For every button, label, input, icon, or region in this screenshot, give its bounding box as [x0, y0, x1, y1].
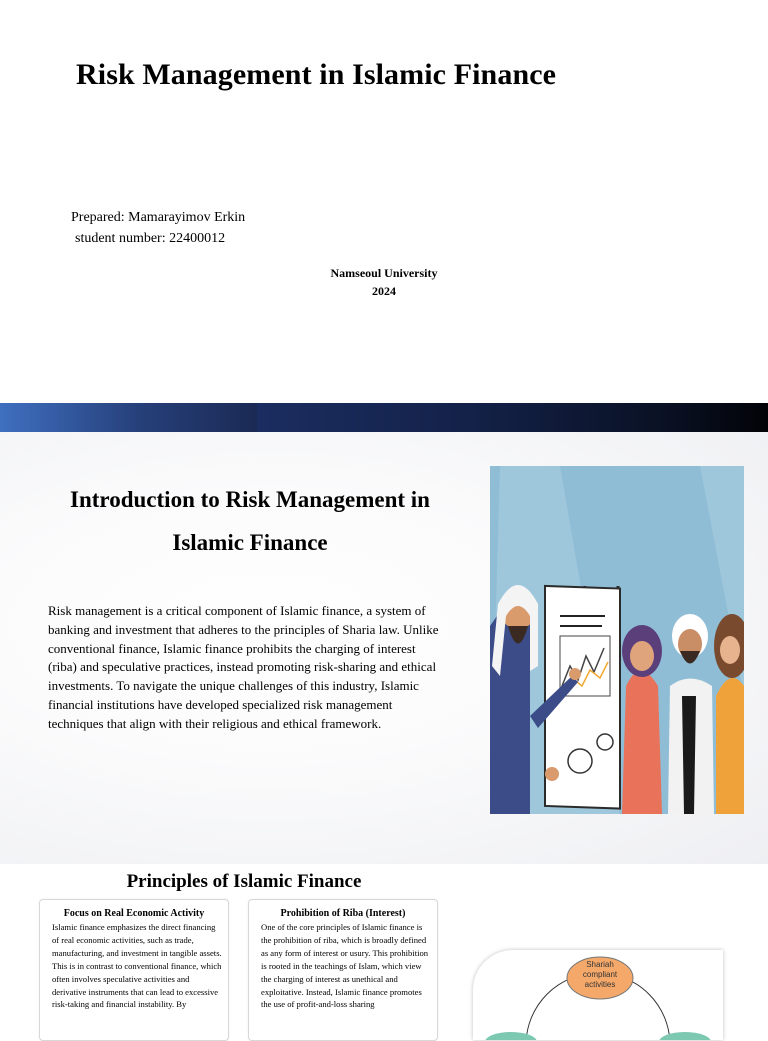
prepared-by: Prepared: Mamarayimov Erkin — [71, 210, 246, 225]
intro-title: Introduction to Risk Management in Islamic Finance — [70, 487, 430, 555]
card-heading: Prohibition of Riba (Interest) — [280, 908, 406, 919]
cycle-diagram — [473, 950, 723, 1040]
institution-block — [0, 264, 768, 300]
presentation-illustration — [490, 466, 744, 814]
principles-title: Principles of Islamic Finance — [126, 871, 362, 892]
author-block — [71, 207, 245, 249]
principles-slide — [0, 864, 768, 1024]
principle-card — [39, 899, 229, 1041]
card-text: One of the core principles of Islamic finance is the prohibition of riba, which is broadly defined as any form of interest or usury. This prohibition is rooted in the teachings of Islam, which view the charging of interest as unethical and exploitative. Instead, Islamic finance promotes the use of profit-and-loss sharing — [261, 922, 429, 1010]
title-slide — [0, 0, 768, 403]
section-divider-band — [0, 403, 768, 432]
card-heading: Focus on Real Economic Activity — [63, 908, 205, 919]
intro-slide — [0, 432, 768, 864]
card-text: Islamic finance emphasizes the direct financing of real economic activities, such as trade, manufacturing, and investment in tangible assets. This is in contrast to conventional finance, which often involves speculative activities and derivative instruments that can lead to excessive risk-taking and financial instability. By — [52, 922, 222, 1010]
principle-card — [248, 899, 438, 1041]
diagram-node-label: Shariah compliant activities — [582, 960, 618, 989]
university-name: Namseoul University — [330, 266, 438, 280]
student-number: student number: 22400012 — [75, 231, 226, 246]
intro-paragraph: Risk management is a critical component of Islamic finance, a system of banking and investment that adheres to the principles of Sharia law. Unlike conventional finance, Islamic finance prohibits the charging of interest (riba) and speculative practices, instead promoting risk-sharing and ethical investments. To navigate the unique challenges of this industry, Islamic financial institutions have developed specialized risk management techniques that align with their religious and ethical framework. — [48, 603, 439, 731]
document-title: Risk Management in Islamic Finance — [76, 58, 557, 91]
section-divider-segment — [257, 403, 768, 432]
year: 2024 — [372, 284, 396, 298]
